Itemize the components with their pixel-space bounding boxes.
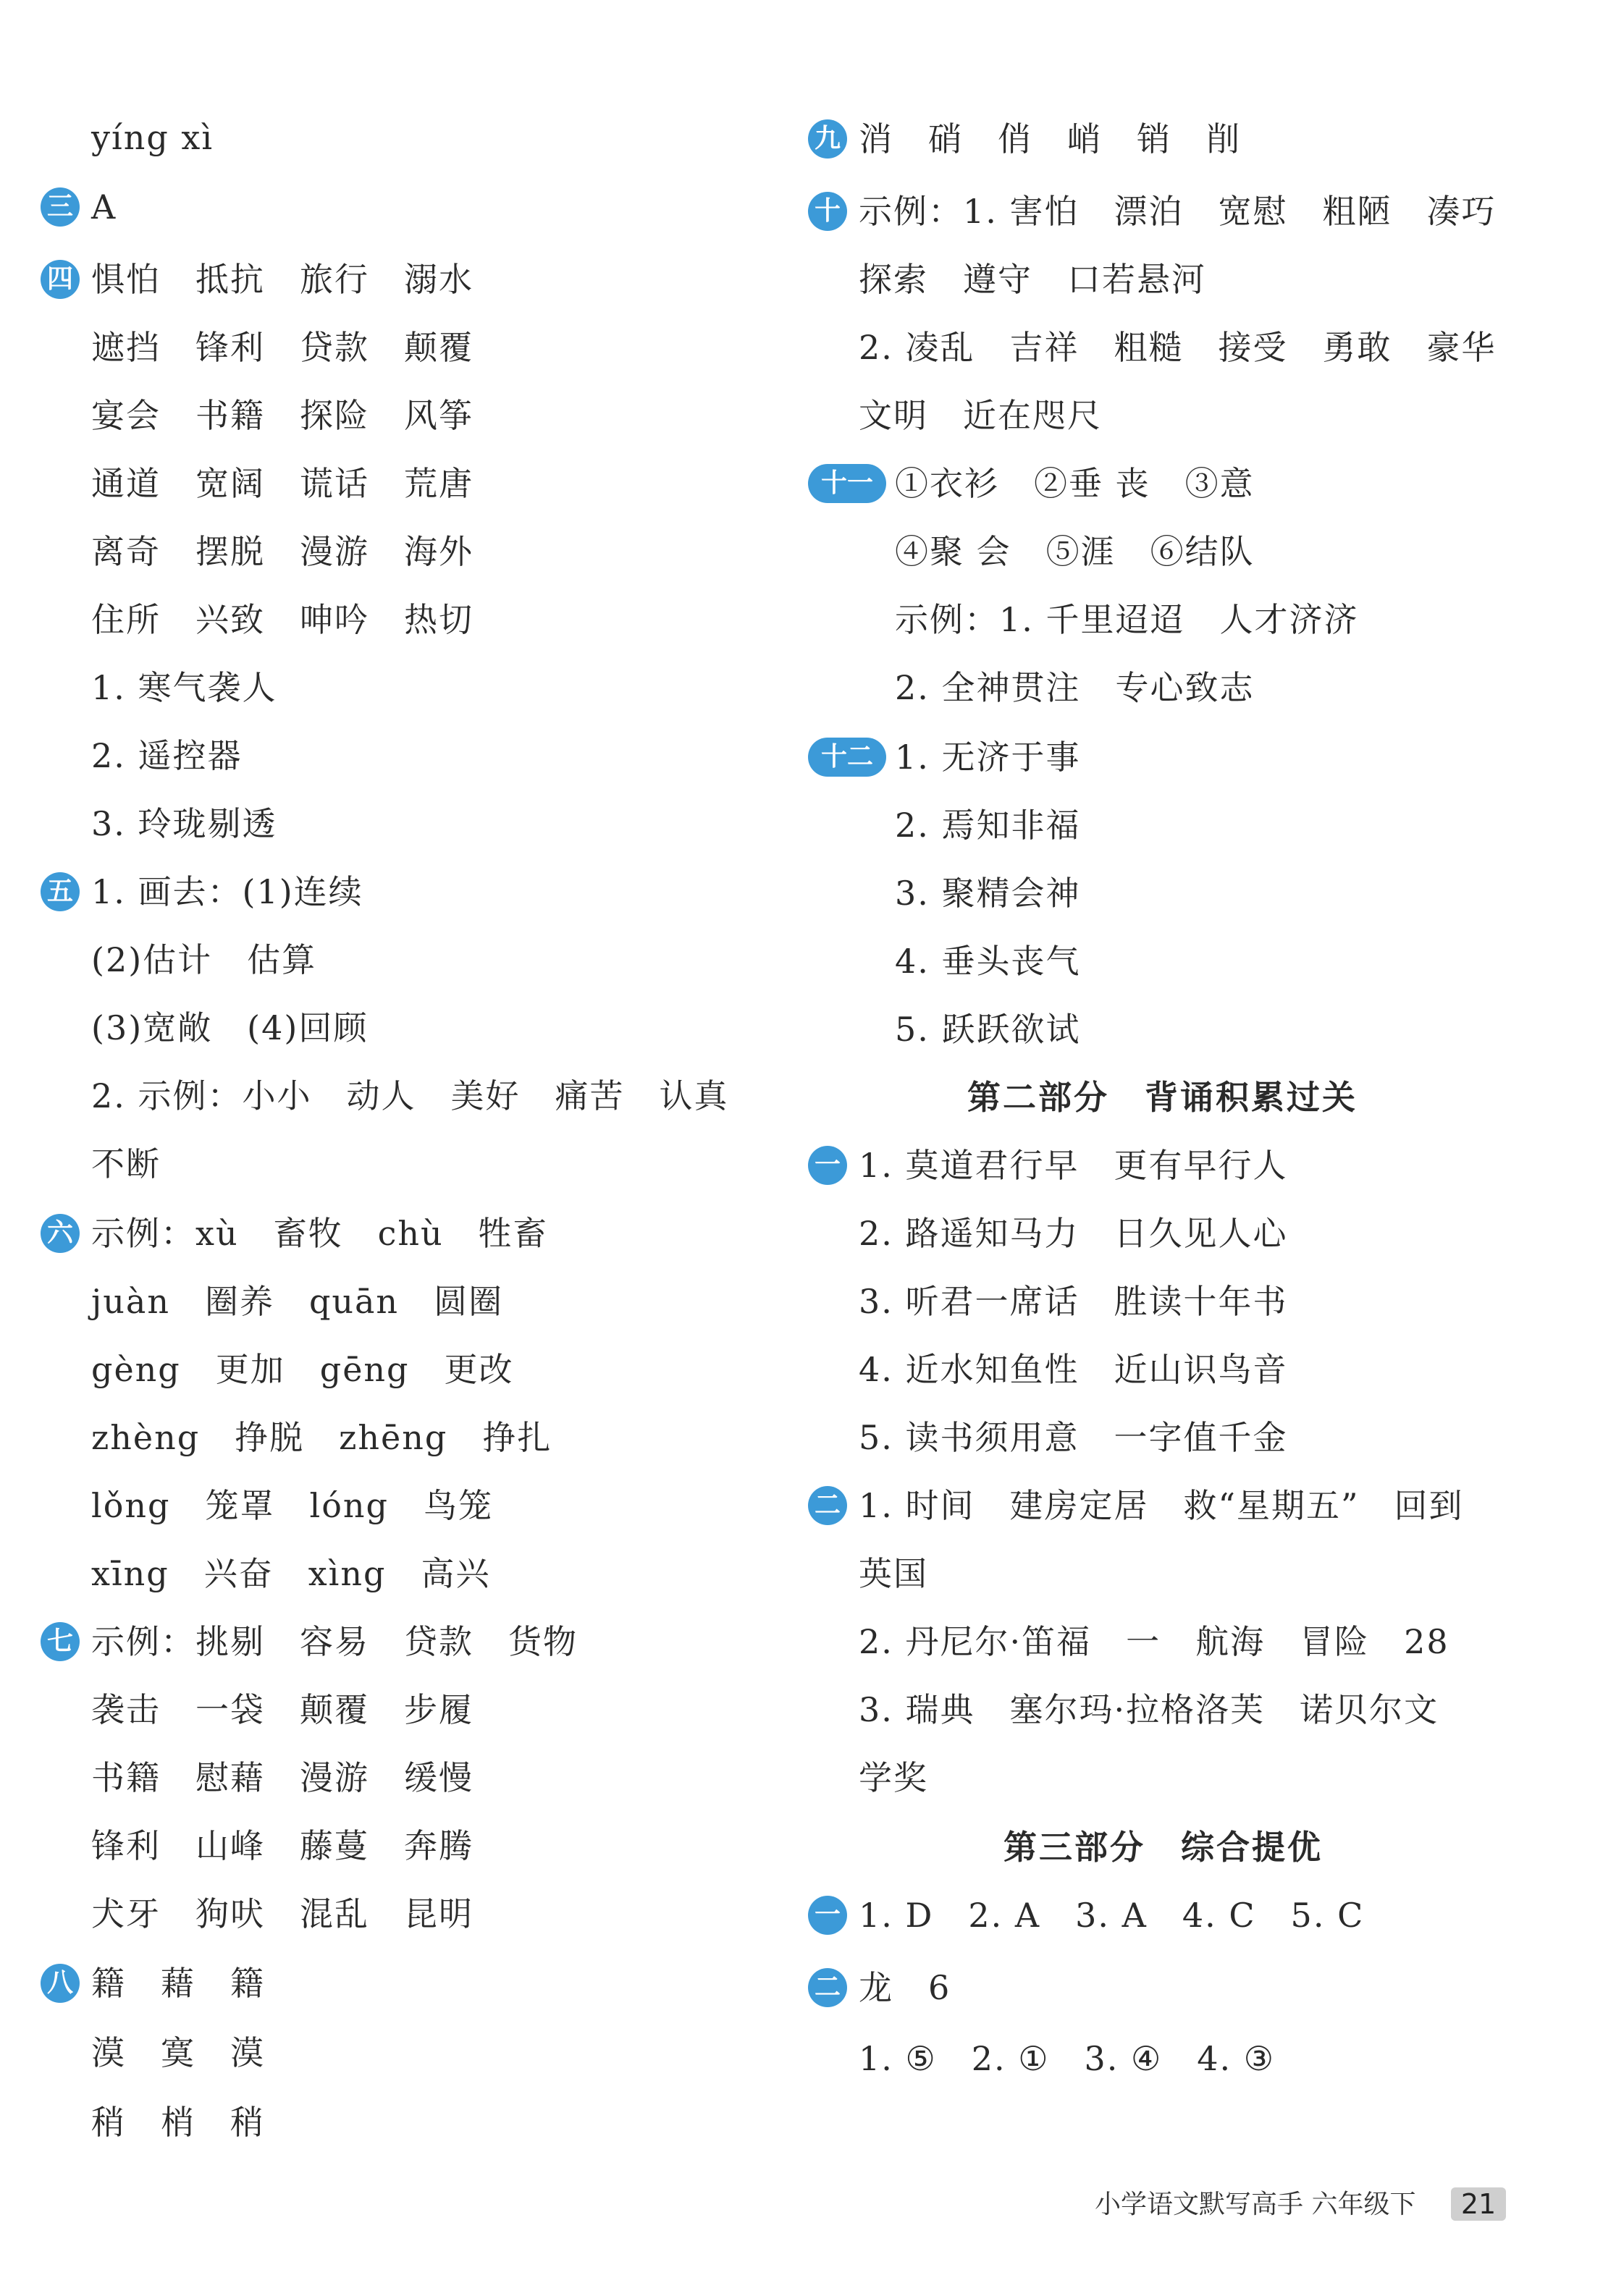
answer-line: 2. 焉知非福 [895, 806, 1081, 845]
section-badge-3: 三 [41, 187, 80, 227]
answer-line: 示例：挑剔 容易 贷款 货物 [91, 1622, 578, 1661]
section-badge-p2-2: 二 [808, 1486, 847, 1525]
answer-line: 英国 [859, 1554, 928, 1593]
answer-line: 3. 听君一席话 胜读十年书 [859, 1282, 1288, 1321]
answer-line: 3. 聚精会神 [895, 874, 1081, 913]
part-heading: 第二部分 背诵积累过关 [967, 1078, 1358, 1117]
answer-line: (2)估计 估算 [91, 940, 317, 979]
section-badge-9: 九 [808, 119, 847, 159]
answer-line: 5. 读书须用意 一字值千金 [859, 1418, 1288, 1457]
answer-line: 书籍 慰藉 漫游 缓慢 [91, 1758, 474, 1797]
answer-line: 2. 路遥知马力 日久见人心 [859, 1214, 1288, 1253]
section-badge-6: 六 [41, 1214, 80, 1253]
section-badge-5: 五 [41, 872, 80, 911]
section-badge-12: 十二 [808, 738, 886, 777]
answer-line: 1. 画去：(1)连续 [91, 872, 363, 911]
section-badge-p2-1: 一 [808, 1146, 847, 1185]
answer-line: 稍 梢 稍 [91, 2103, 265, 2142]
answer-line: 漠 寞 漠 [91, 2033, 265, 2072]
section-badge-7: 七 [41, 1622, 80, 1661]
answer-line: 1. ⑤ 2. ① 3. ④ 4. ③ [859, 2039, 1275, 2078]
answer-line: (3)宽敞 (4)回顾 [91, 1008, 369, 1047]
answer-line: 4. 垂头丧气 [895, 942, 1081, 981]
answer-line: 龙 6 [859, 1968, 951, 2007]
answer-line: 示例：1. 千里迢迢 人才济济 [895, 600, 1359, 639]
answer-line: 不断 [91, 1144, 161, 1183]
answer-line: 锋利 山峰 藤蔓 奔腾 [91, 1826, 474, 1865]
book-title: 小学语文默写高手 六年级下 [1095, 2190, 1416, 2219]
answer-line: 2. 示例：小小 动人 美好 痛苦 认真 [91, 1076, 729, 1115]
answer-line: A [91, 187, 117, 227]
section-badge-p3-2: 二 [808, 1968, 847, 2007]
answer-line: 住所 兴致 呻吟 热切 [91, 600, 474, 639]
section-badge-10: 十 [808, 192, 847, 231]
answer-line: 3. 玲珑剔透 [91, 804, 277, 843]
answer-line: 2. 凌乱 吉祥 粗糙 接受 勇敢 豪华 [859, 328, 1497, 367]
answer-line: ④聚 会 ⑤涯 ⑥结队 [895, 532, 1255, 571]
answer-line: 宴会 书籍 探险 风筝 [91, 396, 474, 435]
section-badge-4: 四 [41, 260, 80, 299]
answer-line: 1. 时间 建房定居 救“星期五” 回到 [859, 1486, 1464, 1525]
answer-line: lǒng 笼罩 lóng 鸟笼 [91, 1486, 493, 1525]
answer-line: 消 硝 俏 峭 销 削 [859, 119, 1241, 159]
answer-line: 2. 丹尼尔·笛福 一 航海 冒险 28 [859, 1622, 1449, 1661]
answer-line: 示例：xù 畜牧 chù 牲畜 [91, 1214, 548, 1253]
answer-line: gèng 更加 gēng 更改 [91, 1350, 514, 1389]
answer-line: 2. 全神贯注 专心致志 [895, 668, 1255, 707]
answer-line: 通道 宽阔 谎话 荒唐 [91, 464, 474, 503]
answer-line: 离奇 摆脱 漫游 海外 [91, 532, 474, 571]
answer-line: 1. D 2. A 3. A 4. C 5. C [859, 1896, 1365, 1935]
answer-line: 4. 近水知鱼性 近山识鸟音 [859, 1350, 1288, 1389]
answer-line: 1. 寒气袭人 [91, 668, 277, 707]
answer-line: 袭击 一袋 颠覆 步履 [91, 1690, 474, 1729]
answer-line: 惧怕 抵抗 旅行 溺水 [91, 260, 474, 299]
answer-line: 1. 无济于事 [895, 738, 1081, 777]
answer-line: 遮挡 锋利 贷款 颠覆 [91, 328, 474, 367]
answer-line: 籍 藉 籍 [91, 1964, 265, 2003]
answer-line: 2. 遥控器 [91, 736, 243, 775]
answer-line: 3. 瑞典 塞尔玛·拉格洛芙 诺贝尔文 [859, 1690, 1439, 1729]
answer-line: 示例：1. 害怕 漂泊 宽慰 粗陋 凑巧 [859, 192, 1497, 231]
answer-line: 1. 莫道君行早 更有早行人 [859, 1146, 1288, 1185]
answer-line: 犬牙 狗吠 混乱 昆明 [91, 1894, 474, 1933]
answer-line: juàn 圈养 quān 圆圈 [91, 1282, 504, 1321]
answer-line: 学奖 [859, 1758, 928, 1797]
section-badge-8: 八 [41, 1964, 80, 2003]
part-heading: 第三部分 综合提优 [1003, 1828, 1323, 1867]
section-badge-p3-1: 一 [808, 1896, 847, 1935]
pinyin-line: yíng xì [91, 118, 214, 157]
answer-line: 5. 跃跃欲试 [895, 1010, 1081, 1049]
section-badge-11: 十一 [808, 464, 886, 503]
page-number: 21 [1451, 2187, 1506, 2221]
answer-line: 探索 遵守 口若悬河 [859, 260, 1206, 299]
answer-line: 文明 近在咫尺 [859, 396, 1102, 435]
answer-line: ①衣衫 ②垂 丧 ③意 [895, 464, 1255, 503]
answer-line: zhèng 挣脱 zhēng 挣扎 [91, 1418, 552, 1457]
answer-line: xīng 兴奋 xìng 高兴 [91, 1554, 491, 1593]
